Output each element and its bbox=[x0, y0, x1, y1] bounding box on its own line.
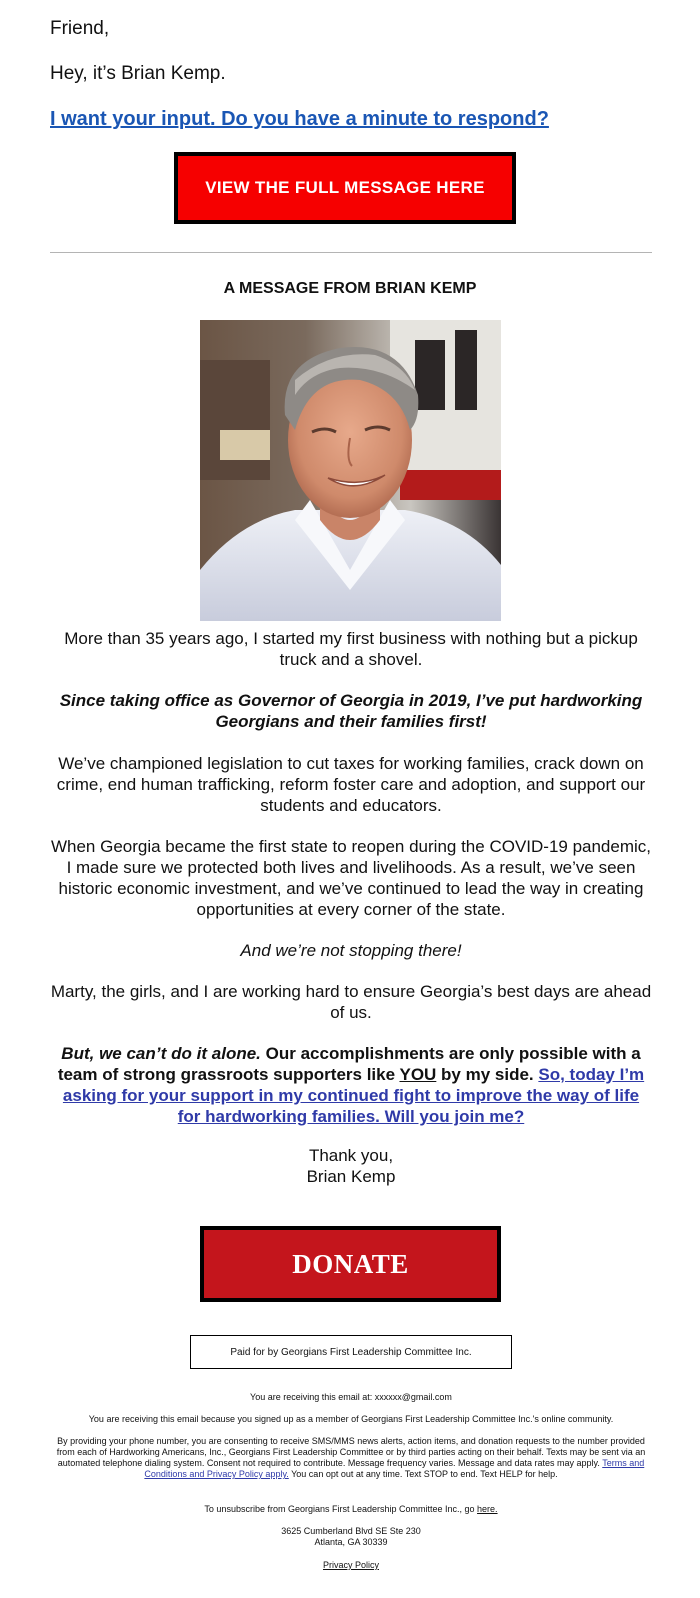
paragraph-first-business: More than 35 years ago, I started my first business with nothing but a pickup truck and a shovel. bbox=[64, 629, 638, 669]
paragraph-not-stopping: And we’re not stopping there! bbox=[240, 941, 462, 960]
salutation: Friend, bbox=[50, 18, 110, 39]
address-line-1: 3625 Cumberland Blvd SE Ste 230 bbox=[281, 1526, 421, 1536]
sms-tail-text: You can opt out at any time. Text STOP to end. Text HELP for help. bbox=[288, 1469, 558, 1479]
paragraph-best-days: Marty, the girls, and I are working hard to ensure Georgia’s best days are ahead of us. bbox=[50, 982, 652, 1022]
cant-do-alone-text: But, we can’t do it alone. bbox=[61, 1044, 261, 1063]
brian-kemp-portrait bbox=[200, 320, 501, 621]
paragraph-covid: When Georgia became the first state to reopen during the COVID-19 pandemic, I made sure we protected both lives and livelihoods. As a result, we’ve seen historic economic investment, and we’ve continued to lead the way in creating opportunities at every corner of the state. bbox=[50, 837, 652, 919]
signoff: Thank you, bbox=[308, 1146, 394, 1165]
donate-button[interactable]: DONATE bbox=[200, 1226, 501, 1302]
sms-consent-notice bbox=[55, 1436, 647, 1480]
paragraph-legislation: We’ve championed legislation to cut taxes for working families, crack down on crime, end human trafficking, reform foster care and adoption, and support our students and educators. bbox=[56, 754, 646, 815]
terms-privacy-link[interactable]: Terms and Conditions and Privacy Policy apply. bbox=[144, 1458, 645, 1479]
by-my-side-text: by my side. bbox=[436, 1065, 539, 1084]
accomplishments-text: Our accomplishments are only possible with a team of strong grassroots supporters like bbox=[57, 1044, 641, 1084]
privacy-policy-link[interactable]: Privacy Policy bbox=[322, 1560, 379, 1570]
section-heading: A MESSAGE FROM BRIAN KEMP bbox=[223, 280, 477, 297]
intro-line: Hey, it’s Brian Kemp. bbox=[50, 63, 226, 84]
sms-consent-text: By providing your phone number, you are consenting to receive SMS/MMS news alerts, action items, and donation requests to the number provided from each of Hardworking Americans, Inc., Georgians First Leadership Committee or by third parties acting on their behalf. Texts may be sent via an automated telephone dialing system. Consent not required to contribute. Message frequency varies. Message and data rates may apply. bbox=[56, 1436, 646, 1468]
privacy-policy-row bbox=[55, 1560, 647, 1571]
support-request-link[interactable]: So, today I’m asking for your support in my continued fight to improve the way of life for hardworking families. Will you join me? bbox=[62, 1065, 645, 1126]
view-full-message-button[interactable]: VIEW THE FULL MESSAGE HERE bbox=[174, 152, 516, 224]
input-request-link[interactable]: I want your input. Do you have a minute to respond? bbox=[50, 108, 549, 130]
unsubscribe-link[interactable]: here. bbox=[477, 1504, 498, 1514]
unsubscribe-text: To unsubscribe from Georgians First Leadership Committee Inc., go bbox=[204, 1504, 478, 1514]
divider bbox=[50, 252, 652, 253]
unsubscribe-notice bbox=[55, 1504, 647, 1515]
receiving-email-notice: You are receiving this email at: xxxxxx@gmail.com bbox=[250, 1392, 452, 1402]
signature: Brian Kemp bbox=[306, 1167, 396, 1186]
paragraph-governor: Since taking office as Governor of Georgia in 2019, I’ve put hardworking Georgians and their families first! bbox=[59, 691, 643, 731]
paragraph-ask bbox=[50, 1043, 652, 1127]
you-text: YOU bbox=[399, 1065, 437, 1084]
paid-for-disclaimer: Paid for by Georgians First Leadership Committee Inc. bbox=[190, 1335, 512, 1369]
member-notice: You are receiving this email because you signed up as a member of Georgians First Leadership Committee Inc.'s online community. bbox=[88, 1414, 614, 1424]
address-line-2: Atlanta, GA 30339 bbox=[314, 1537, 388, 1547]
